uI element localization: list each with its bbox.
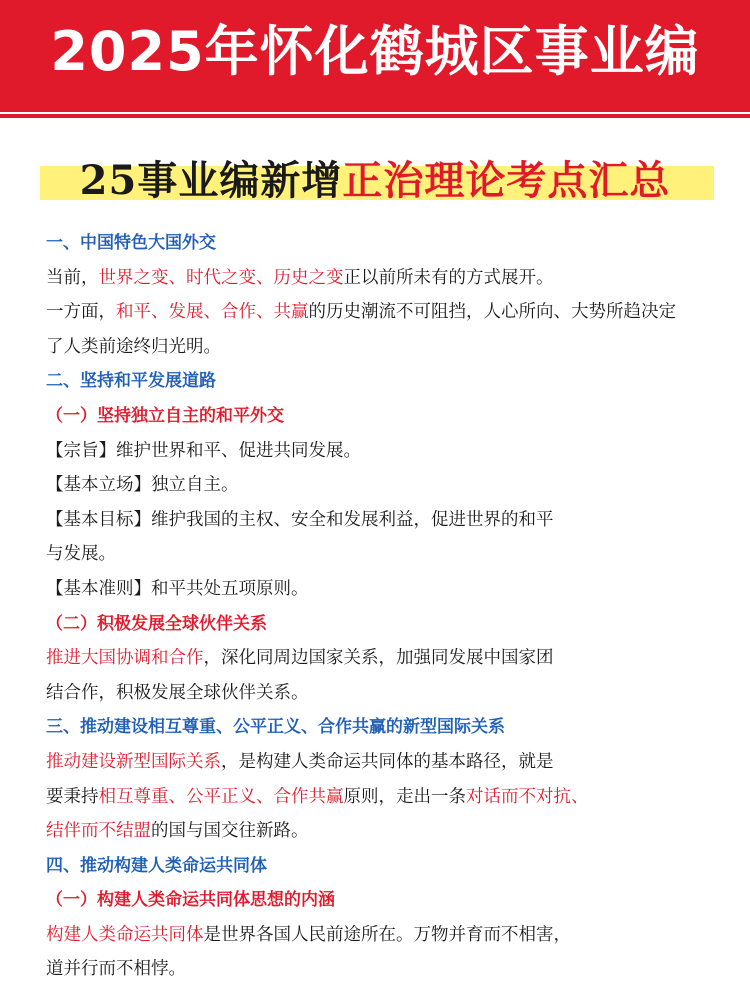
paragraph-line	[46, 814, 746, 849]
article-body	[46, 226, 746, 987]
text: ，深化同周边国家关系，加强同发展中国家团	[203, 648, 554, 669]
text: ，是构建人类命运共同体的基本路径，就是	[221, 751, 554, 772]
highlight-text: 世界之变、时代之变、历史之变	[98, 267, 344, 288]
paragraph-line	[46, 780, 746, 815]
section-heading: 三、推动建设相互尊重、公平正义、合作共赢的新型国际关系	[46, 717, 505, 738]
section-heading: 一、中国特色大国外交	[46, 233, 216, 253]
highlight-text: 推进大国协调和合作	[46, 648, 204, 669]
highlight-text: 构建人类命运共同体	[46, 924, 204, 945]
subtitle	[0, 146, 750, 216]
paragraph-line	[46, 918, 746, 953]
highlight-text: 对话而不对抗、	[466, 786, 589, 807]
paragraph-line	[46, 641, 746, 676]
paragraph-line: 了人类前途终归光明。	[46, 336, 221, 357]
banner-divider	[0, 114, 750, 118]
highlight-text: 和平、发展、合作、共赢	[116, 302, 309, 323]
header-banner	[0, 0, 750, 112]
highlight-text: 推动建设新型国际关系	[46, 751, 221, 772]
paragraph-line	[46, 295, 746, 330]
subtitle-part-2: 正治理论考点汇总	[342, 157, 671, 204]
text: 当前，	[46, 267, 99, 288]
text: 是世界各国人民前途所在。万物并育而不相害，	[203, 924, 571, 945]
paragraph-line: 【基本准则】和平共处五项原则。	[46, 578, 309, 599]
text: 一方面，	[46, 302, 116, 323]
paragraph-line: 道并行而不相悖。	[46, 959, 186, 980]
paragraph-line	[46, 745, 746, 780]
paragraph-line: 与发展。	[46, 544, 116, 565]
text: 要秉持	[46, 786, 99, 807]
subsection-heading: （二）积极发展全球伙伴关系	[46, 613, 267, 634]
banner-title: 2025年怀化鹤城区事业编	[50, 20, 700, 83]
highlight-text: 结伴而不结盟	[46, 821, 151, 842]
paragraph-line: 【基本立场】独立自主。	[46, 475, 239, 496]
section-heading: 二、坚持和平发展道路	[46, 371, 216, 392]
paragraph-line	[46, 261, 746, 296]
subsection-heading: （一）构建人类命运共同体思想的内涵	[46, 890, 335, 911]
text: 的国与国交往新路。	[151, 821, 309, 842]
paragraph-line: 【基本目标】维护我国的主权、安全和发展利益，促进世界的和平	[46, 509, 554, 530]
subsection-heading: （一）坚持独立自主的和平外交	[46, 405, 284, 426]
highlight-text: 相互尊重、公平正义、合作共赢	[98, 786, 344, 807]
text: 的历史潮流不可阻挡，人心所向、大势所趋决定	[308, 302, 676, 323]
paragraph-line: 【宗旨】维护世界和平、促进共同发展。	[46, 440, 361, 461]
text: 原则，走出一条	[343, 786, 466, 807]
text: 正以前所未有的方式展开。	[343, 267, 554, 288]
subtitle-part-1: 25事业编新增	[79, 157, 343, 204]
section-heading: 四、推动构建人类命运共同体	[46, 855, 267, 876]
paragraph-line: 结合作，积极发展全球伙伴关系。	[46, 682, 309, 703]
